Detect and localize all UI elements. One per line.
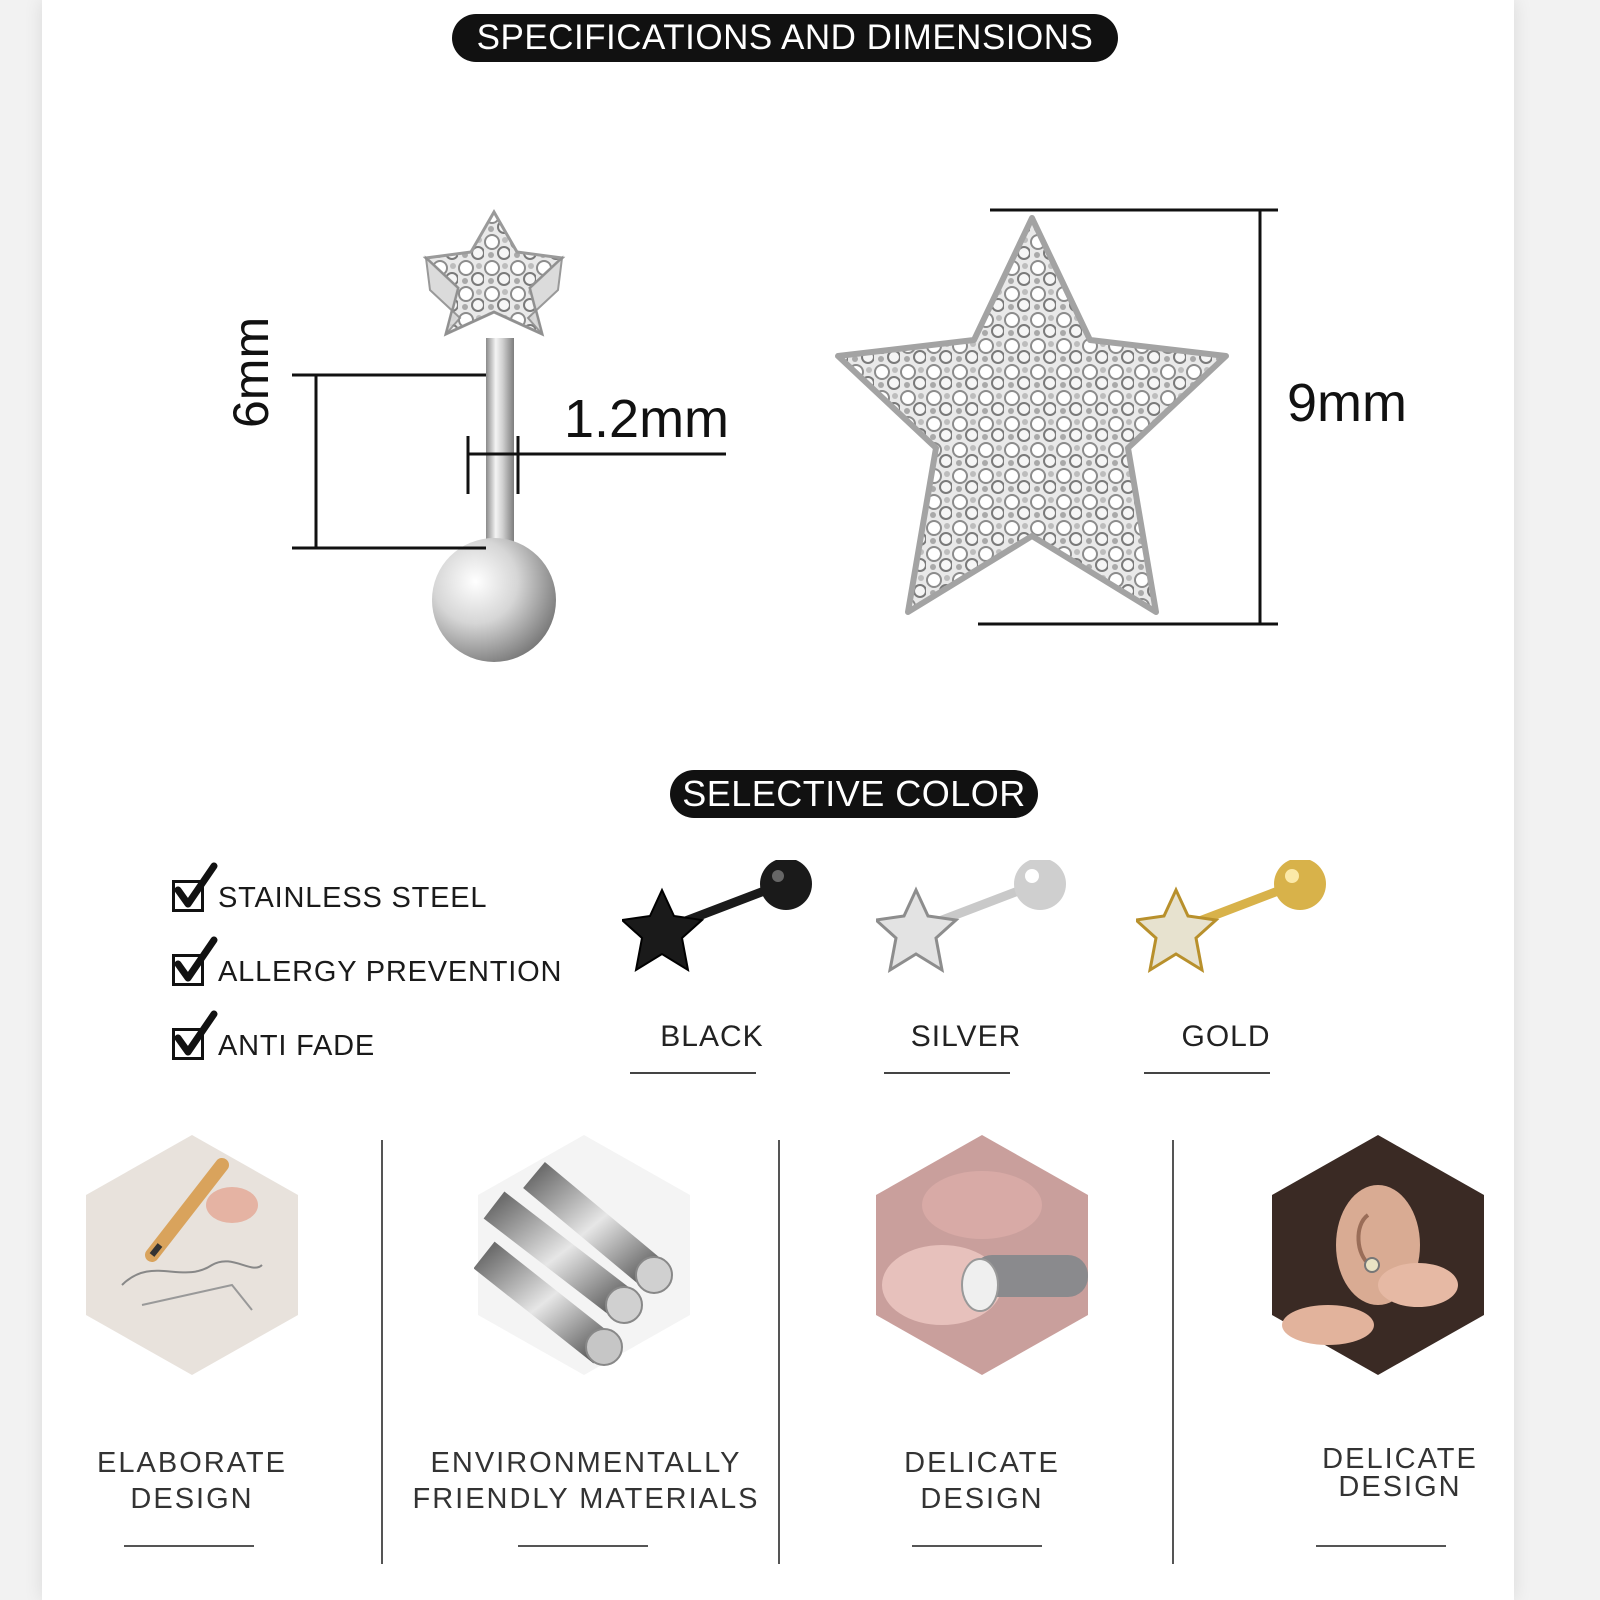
ear-wearing-icon [1268, 1135, 1488, 1375]
color-underline [884, 1072, 1010, 1074]
star-top [426, 212, 562, 334]
star-size-label: 9mm [1287, 373, 1407, 433]
color-underline [1144, 1072, 1270, 1074]
feature-item [172, 870, 592, 914]
polishing-icon [872, 1135, 1092, 1375]
checkmark-icon [172, 936, 220, 988]
benefit-underline [912, 1545, 1042, 1547]
bar-gauge-label: 1.2mm [564, 389, 730, 449]
silver-earring-icon [876, 860, 1096, 1000]
color-option-black[interactable] [622, 860, 842, 1080]
benefit-eco-materials [412, 1135, 818, 1555]
feature-label: STAINLESS STEEL [218, 882, 488, 914]
feature-label: ALLERGY PREVENTION [218, 956, 563, 988]
feature-item [172, 1018, 592, 1062]
earring-ball [432, 538, 556, 662]
bar-length-label: 6mm [223, 316, 279, 428]
benefit-delicate-design [832, 1135, 1212, 1555]
benefit-text: ELABORATE DESIGN [97, 1447, 287, 1515]
steel-rods-icon [474, 1135, 694, 1375]
benefit-underline [124, 1545, 254, 1547]
benefit-underline [518, 1545, 648, 1547]
benefit-delicate-design-wear [1228, 1135, 1600, 1555]
feature-item [172, 944, 592, 988]
specifications-title: SPECIFICATIONS AND DIMENSIONS [452, 14, 1118, 62]
earring-side-view [426, 212, 562, 662]
selective-color-title: SELECTIVE COLOR [670, 770, 1038, 818]
black-earring-icon [622, 860, 842, 1000]
benefit-text: DELICATE DESIGN [1322, 1443, 1478, 1503]
product-page [42, 0, 1514, 1600]
checkmark-icon [172, 1010, 220, 1062]
color-option-silver[interactable] [876, 860, 1096, 1080]
benefit-text: DELICATE DESIGN [904, 1447, 1060, 1515]
benefit-underline [1316, 1545, 1446, 1547]
benefit-elaborate-design [42, 1135, 422, 1555]
star-front-view [838, 218, 1226, 612]
color-label: GOLD [1181, 1020, 1271, 1053]
checkmark-icon [172, 862, 220, 914]
color-label: BLACK [660, 1020, 764, 1053]
color-underline [630, 1072, 756, 1074]
feature-label: ANTI FADE [218, 1030, 376, 1062]
pencil-sketch-icon [82, 1135, 302, 1375]
gold-earring-icon [1136, 860, 1356, 1000]
color-option-gold[interactable] [1136, 860, 1356, 1080]
benefit-text: ENVIRONMENTALLY FRIENDLY MATERIALS [412, 1447, 760, 1515]
earring-bar [486, 338, 514, 552]
color-label: SILVER [910, 1020, 1022, 1053]
